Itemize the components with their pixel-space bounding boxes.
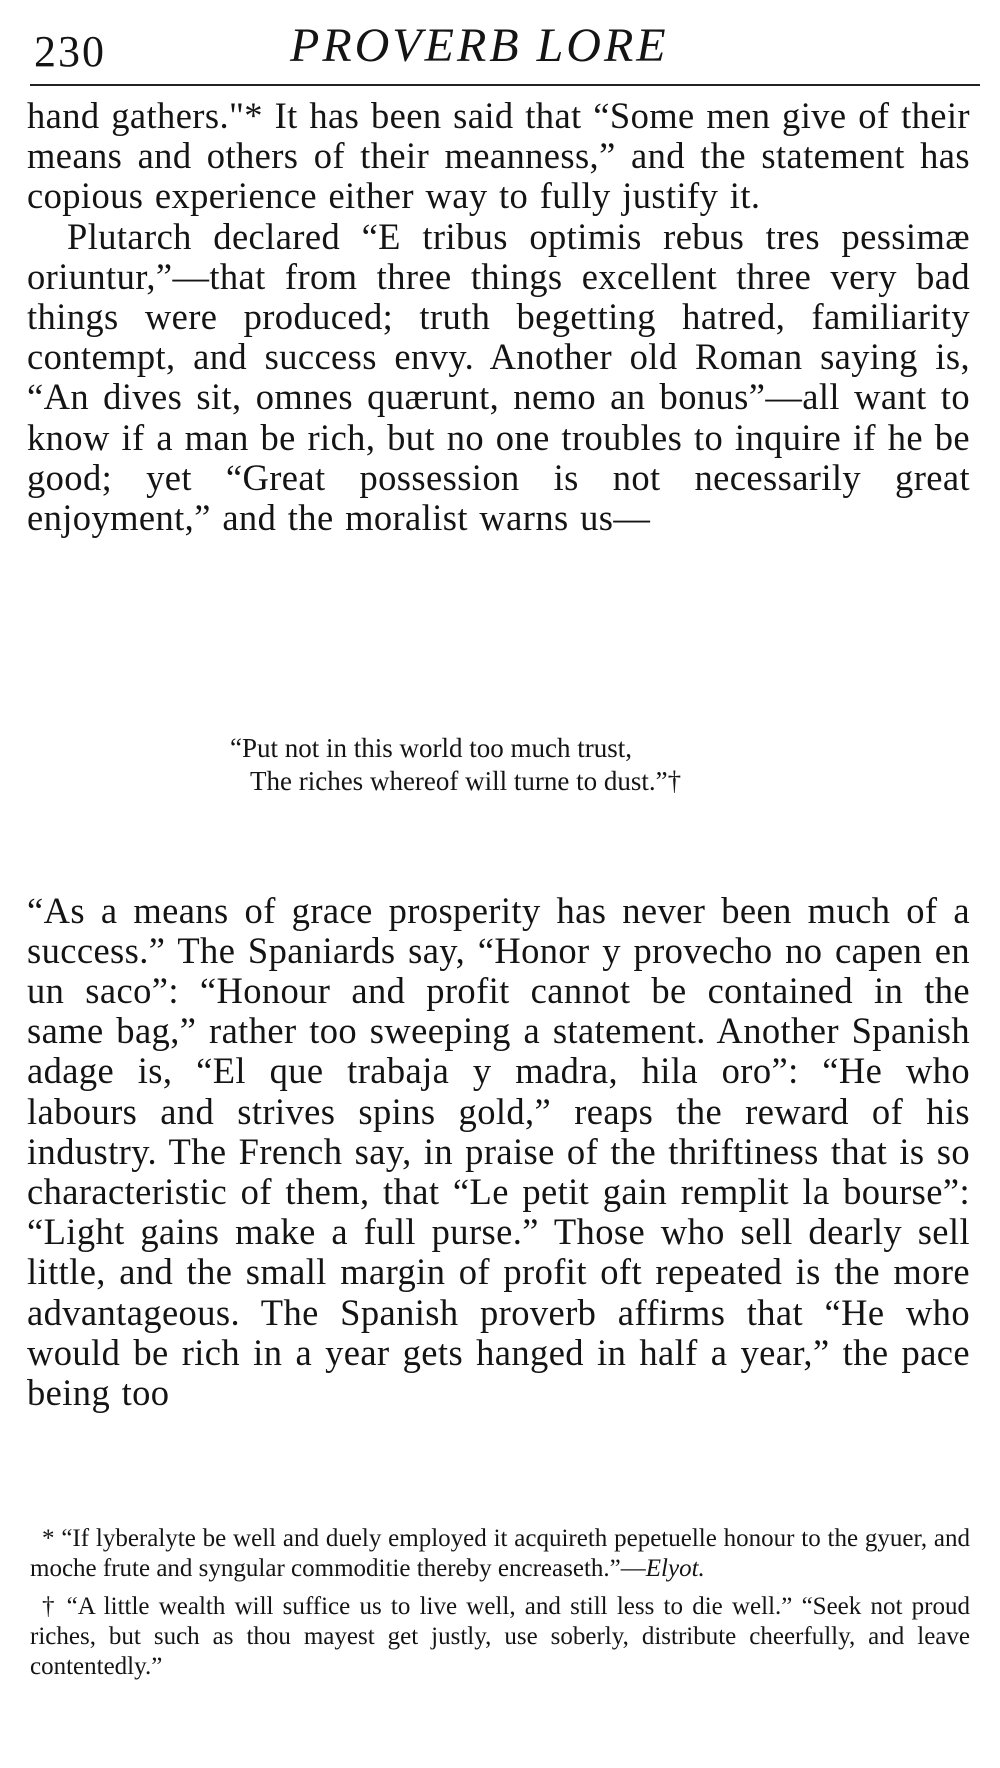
book-page — [27, 0, 990, 1768]
footnote-text: * “If lyberalyte be well and duely employed it acquireth pepetuelle honour to the gyuer, and moche frute and syngular commoditie thereby encreaseth.”— — [30, 1525, 970, 1582]
header-rule — [30, 84, 980, 86]
running-title: PROVERB LORE — [290, 19, 669, 72]
body-text-bottom — [27, 854, 970, 1450]
verse-line: The riches whereof will turne to dust.”† — [250, 766, 682, 796]
paragraph-prosperity: “As a means of grace prosperity has never been much of a success.” The Spaniards say, “Honor y provecho no capen en un saco”: “Honour and profit cannot be contained in the same bag,” rather too sweeping a statement. Another Spanish adage is, “El que trabaja y madra, hila oro”: “He who labours and strives spins gold,” reaps the reward of his industry. The French say, in praise of the thriftiness that is so characteristic of them, that “Le petit gain remplit la bourse”: “Light gains make a full purse.” Those who sell dearly sell little, and the small margin of profit oft repeated is the more advantageous. The Spanish proverb affirms that “He who would be rich in a year gets hanged in half a year,” the pace being too — [27, 889, 970, 1413]
footnote-author: Elyot. — [645, 1555, 705, 1582]
page-number: 230 — [34, 27, 106, 76]
footnote-asterisk — [30, 1524, 970, 1584]
footnotes — [30, 1524, 970, 1690]
footnote-dagger: † “A little wealth will suffice us to live well, and still less to die well.” “Seek not proud riches, but such as thou mayest get justly, use soberly, distribute cheerfully, and leave contentedly.” — [30, 1593, 970, 1680]
body-text-top — [27, 96, 970, 538]
paragraph-continued: hand gathers."* It has been said that “Some men give of their means and others of their meanness,” and the statement has copious experience either way to fully justify it. — [27, 95, 970, 217]
page-header — [30, 14, 980, 74]
verse-line: “Put not in this world too much trust, — [230, 733, 632, 763]
paragraph-plutarch: Plutarch declared “E tribus optimis rebus tres pessimæ oriuntur,”—that from three things excellent three very bad things were produced; truth begetting hatred, familiarity contempt, and success envy. Another old Roman saying is, “An dives sit, omnes quærunt, nemo an bonus”—all want to know if a man be rich, but no one troubles to inquire if he be good; yet “Great possession is not necessarily great enjoyment,” and the moralist warns us— — [27, 215, 970, 539]
verse-quotation — [230, 732, 870, 798]
